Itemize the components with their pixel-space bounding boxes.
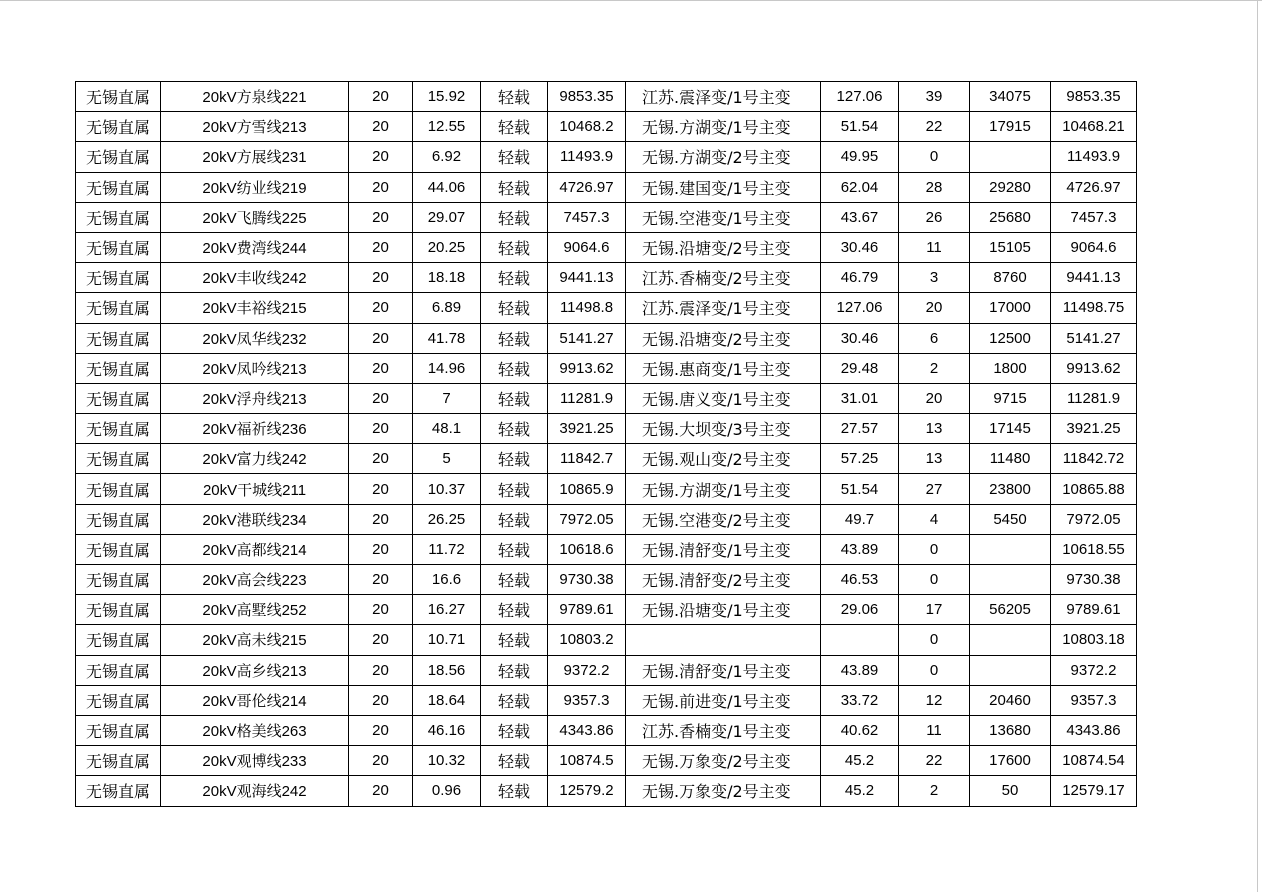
- cell-load-status: 轻载: [481, 625, 548, 655]
- cell-value-5: 9789.61: [1051, 595, 1137, 625]
- cell-region: 无锡直属: [76, 625, 161, 655]
- cell-value-5: 10468.21: [1051, 112, 1137, 142]
- cell-line-name: 20kV高未线215: [161, 625, 349, 655]
- cell-voltage: 20: [349, 293, 413, 323]
- cell-substation: 无锡.方湖变/2号主变: [626, 142, 821, 172]
- cell-value-3: 20: [899, 383, 970, 413]
- cell-voltage: 20: [349, 232, 413, 262]
- cell-region: 无锡直属: [76, 565, 161, 595]
- cell-length: 10.71: [413, 625, 481, 655]
- cell-value-4: 56205: [970, 595, 1051, 625]
- table-row: [76, 504, 1137, 534]
- cell-value-5: 11281.9: [1051, 383, 1137, 413]
- cell-value-5: 10865.88: [1051, 474, 1137, 504]
- cell-line-name: 20kV方展线231: [161, 142, 349, 172]
- cell-value-1: 10803.2: [548, 625, 626, 655]
- cell-line-name: 20kV哥伦线214: [161, 685, 349, 715]
- cell-voltage: 20: [349, 414, 413, 444]
- cell-voltage: 20: [349, 263, 413, 293]
- table-row: [76, 172, 1137, 202]
- cell-value-4: 50: [970, 776, 1051, 806]
- cell-load-status: 轻载: [481, 323, 548, 353]
- cell-substation: 无锡.万象变/2号主变: [626, 746, 821, 776]
- cell-region: 无锡直属: [76, 504, 161, 534]
- cell-value-5: 10618.55: [1051, 534, 1137, 564]
- cell-value-4: 17145: [970, 414, 1051, 444]
- cell-value-2: 45.2: [821, 746, 899, 776]
- cell-voltage: 20: [349, 323, 413, 353]
- cell-length: 10.32: [413, 746, 481, 776]
- cell-line-name: 20kV纺业线219: [161, 172, 349, 202]
- cell-length: 46.16: [413, 715, 481, 745]
- cell-value-5: 9441.13: [1051, 263, 1137, 293]
- cell-substation: 无锡.前进变/1号主变: [626, 685, 821, 715]
- cell-region: 无锡直属: [76, 82, 161, 112]
- cell-line-name: 20kV凤华线232: [161, 323, 349, 353]
- cell-value-2: 51.54: [821, 112, 899, 142]
- cell-value-4: [970, 625, 1051, 655]
- cell-value-5: 9372.2: [1051, 655, 1137, 685]
- cell-value-4: 13680: [970, 715, 1051, 745]
- cell-voltage: 20: [349, 474, 413, 504]
- cell-value-3: 13: [899, 444, 970, 474]
- cell-value-2: 46.53: [821, 565, 899, 595]
- cell-value-5: 10874.54: [1051, 746, 1137, 776]
- cell-value-3: 17: [899, 595, 970, 625]
- table-row: [76, 353, 1137, 383]
- cell-value-5: 11842.72: [1051, 444, 1137, 474]
- cell-load-status: 轻载: [481, 595, 548, 625]
- cell-substation: 无锡.方湖变/1号主变: [626, 112, 821, 142]
- cell-substation: 无锡.沿塘变/2号主变: [626, 323, 821, 353]
- cell-load-status: 轻载: [481, 142, 548, 172]
- cell-region: 无锡直属: [76, 474, 161, 504]
- cell-voltage: 20: [349, 172, 413, 202]
- cell-value-4: 17600: [970, 746, 1051, 776]
- table-row: [76, 263, 1137, 293]
- cell-line-name: 20kV观海线242: [161, 776, 349, 806]
- cell-load-status: 轻载: [481, 232, 548, 262]
- cell-value-2: 127.06: [821, 82, 899, 112]
- cell-voltage: 20: [349, 565, 413, 595]
- cell-load-status: 轻载: [481, 444, 548, 474]
- cell-value-2: 29.48: [821, 353, 899, 383]
- cell-value-2: 33.72: [821, 685, 899, 715]
- cell-value-3: 22: [899, 112, 970, 142]
- cell-voltage: 20: [349, 82, 413, 112]
- cell-substation: 无锡.惠商变/1号主变: [626, 353, 821, 383]
- cell-value-5: 9064.6: [1051, 232, 1137, 262]
- table-row: [76, 383, 1137, 413]
- cell-length: 10.37: [413, 474, 481, 504]
- cell-load-status: 轻载: [481, 112, 548, 142]
- cell-load-status: 轻载: [481, 655, 548, 685]
- cell-value-2: 30.46: [821, 232, 899, 262]
- cell-region: 无锡直属: [76, 293, 161, 323]
- cell-length: 14.96: [413, 353, 481, 383]
- cell-value-5: 12579.17: [1051, 776, 1137, 806]
- cell-line-name: 20kV观博线233: [161, 746, 349, 776]
- cell-value-3: 13: [899, 414, 970, 444]
- cell-length: 6.89: [413, 293, 481, 323]
- cell-region: 无锡直属: [76, 444, 161, 474]
- cell-substation: 无锡.唐义变/1号主变: [626, 383, 821, 413]
- cell-voltage: 20: [349, 534, 413, 564]
- cell-value-5: 9853.35: [1051, 82, 1137, 112]
- table-row: [76, 444, 1137, 474]
- cell-voltage: 20: [349, 625, 413, 655]
- cell-line-name: 20kV高都线214: [161, 534, 349, 564]
- cell-line-name: 20kV高乡线213: [161, 655, 349, 685]
- cell-value-3: 2: [899, 776, 970, 806]
- cell-length: 16.6: [413, 565, 481, 595]
- table-row: [76, 625, 1137, 655]
- cell-voltage: 20: [349, 655, 413, 685]
- cell-value-1: 9441.13: [548, 263, 626, 293]
- cell-length: 0.96: [413, 776, 481, 806]
- table-row: [76, 323, 1137, 353]
- cell-substation: 无锡.大坝变/3号主变: [626, 414, 821, 444]
- table-row: [76, 565, 1137, 595]
- cell-load-status: 轻载: [481, 685, 548, 715]
- cell-length: 15.92: [413, 82, 481, 112]
- cell-value-1: 12579.2: [548, 776, 626, 806]
- cell-line-name: 20kV高会线223: [161, 565, 349, 595]
- cell-value-4: 8760: [970, 263, 1051, 293]
- cell-value-3: 22: [899, 746, 970, 776]
- cell-value-5: 5141.27: [1051, 323, 1137, 353]
- cell-line-name: 20kV浮舟线213: [161, 383, 349, 413]
- cell-value-1: 11281.9: [548, 383, 626, 413]
- cell-line-name: 20kV方泉线221: [161, 82, 349, 112]
- table-row: [76, 746, 1137, 776]
- cell-value-4: 34075: [970, 82, 1051, 112]
- cell-value-2: 43.89: [821, 655, 899, 685]
- cell-voltage: 20: [349, 746, 413, 776]
- cell-length: 29.07: [413, 202, 481, 232]
- cell-substation: 无锡.沿塘变/2号主变: [626, 232, 821, 262]
- cell-voltage: 20: [349, 383, 413, 413]
- cell-value-3: 11: [899, 715, 970, 745]
- cell-value-5: 9357.3: [1051, 685, 1137, 715]
- cell-value-1: 5141.27: [548, 323, 626, 353]
- cell-length: 5: [413, 444, 481, 474]
- cell-region: 无锡直属: [76, 202, 161, 232]
- table-row: [76, 655, 1137, 685]
- cell-value-3: 12: [899, 685, 970, 715]
- cell-load-status: 轻载: [481, 746, 548, 776]
- cell-length: 41.78: [413, 323, 481, 353]
- cell-value-2: 27.57: [821, 414, 899, 444]
- cell-load-status: 轻载: [481, 172, 548, 202]
- cell-length: 44.06: [413, 172, 481, 202]
- cell-voltage: 20: [349, 142, 413, 172]
- table-row: [76, 112, 1137, 142]
- cell-region: 无锡直属: [76, 595, 161, 625]
- cell-value-2: 49.95: [821, 142, 899, 172]
- cell-voltage: 20: [349, 504, 413, 534]
- cell-value-1: 7457.3: [548, 202, 626, 232]
- cell-substation: 无锡.空港变/1号主变: [626, 202, 821, 232]
- cell-value-2: 62.04: [821, 172, 899, 202]
- cell-length: 11.72: [413, 534, 481, 564]
- cell-value-1: 4726.97: [548, 172, 626, 202]
- cell-value-2: 31.01: [821, 383, 899, 413]
- cell-value-4: [970, 565, 1051, 595]
- cell-substation: 无锡.观山变/2号主变: [626, 444, 821, 474]
- cell-value-5: 11498.75: [1051, 293, 1137, 323]
- cell-value-1: 10865.9: [548, 474, 626, 504]
- cell-length: 7: [413, 383, 481, 413]
- cell-value-1: 9913.62: [548, 353, 626, 383]
- cell-value-5: 3921.25: [1051, 414, 1137, 444]
- cell-value-2: 43.89: [821, 534, 899, 564]
- table-row: [76, 142, 1137, 172]
- cell-value-3: 26: [899, 202, 970, 232]
- cell-substation: 无锡.方湖变/1号主变: [626, 474, 821, 504]
- cell-value-5: 7457.3: [1051, 202, 1137, 232]
- cell-region: 无锡直属: [76, 142, 161, 172]
- cell-voltage: 20: [349, 444, 413, 474]
- cell-line-name: 20kV丰收线242: [161, 263, 349, 293]
- cell-value-2: 127.06: [821, 293, 899, 323]
- cell-value-3: 11: [899, 232, 970, 262]
- cell-value-5: 9730.38: [1051, 565, 1137, 595]
- cell-line-name: 20kV高墅线252: [161, 595, 349, 625]
- cell-value-2: 30.46: [821, 323, 899, 353]
- cell-region: 无锡直属: [76, 414, 161, 444]
- cell-region: 无锡直属: [76, 746, 161, 776]
- cell-value-5: 11493.9: [1051, 142, 1137, 172]
- cell-value-3: 27: [899, 474, 970, 504]
- cell-value-1: 10468.2: [548, 112, 626, 142]
- cell-region: 无锡直属: [76, 534, 161, 564]
- cell-value-1: 9064.6: [548, 232, 626, 262]
- cell-value-4: 15105: [970, 232, 1051, 262]
- table-row: [76, 595, 1137, 625]
- cell-length: 16.27: [413, 595, 481, 625]
- cell-value-4: [970, 655, 1051, 685]
- cell-value-1: 3921.25: [548, 414, 626, 444]
- cell-value-5: 4726.97: [1051, 172, 1137, 202]
- cell-region: 无锡直属: [76, 263, 161, 293]
- cell-value-4: 20460: [970, 685, 1051, 715]
- cell-value-3: 0: [899, 625, 970, 655]
- cell-load-status: 轻载: [481, 353, 548, 383]
- cell-value-4: [970, 534, 1051, 564]
- cell-value-3: 0: [899, 142, 970, 172]
- cell-length: 20.25: [413, 232, 481, 262]
- cell-region: 无锡直属: [76, 776, 161, 806]
- cell-value-3: 20: [899, 293, 970, 323]
- table-row: [76, 715, 1137, 745]
- cell-voltage: 20: [349, 202, 413, 232]
- cell-substation: 无锡.沿塘变/1号主变: [626, 595, 821, 625]
- cell-value-2: 45.2: [821, 776, 899, 806]
- cell-line-name: 20kV飞腾线225: [161, 202, 349, 232]
- table-row: [76, 232, 1137, 262]
- cell-voltage: 20: [349, 595, 413, 625]
- cell-value-4: 25680: [970, 202, 1051, 232]
- cell-substation: 江苏.香楠变/1号主变: [626, 715, 821, 745]
- cell-line-name: 20kV格美线263: [161, 715, 349, 745]
- cell-load-status: 轻载: [481, 565, 548, 595]
- cell-value-4: 17000: [970, 293, 1051, 323]
- cell-region: 无锡直属: [76, 112, 161, 142]
- cell-value-4: 17915: [970, 112, 1051, 142]
- cell-value-3: 0: [899, 534, 970, 564]
- cell-region: 无锡直属: [76, 323, 161, 353]
- cell-line-name: 20kV方雪线213: [161, 112, 349, 142]
- cell-length: 18.18: [413, 263, 481, 293]
- cell-length: 18.56: [413, 655, 481, 685]
- cell-load-status: 轻载: [481, 383, 548, 413]
- cell-value-2: 57.25: [821, 444, 899, 474]
- cell-value-3: 0: [899, 655, 970, 685]
- cell-length: 6.92: [413, 142, 481, 172]
- cell-substation: 无锡.空港变/2号主变: [626, 504, 821, 534]
- cell-region: 无锡直属: [76, 232, 161, 262]
- cell-value-4: [970, 142, 1051, 172]
- cell-length: 26.25: [413, 504, 481, 534]
- cell-voltage: 20: [349, 715, 413, 745]
- cell-voltage: 20: [349, 353, 413, 383]
- cell-value-3: 28: [899, 172, 970, 202]
- cell-length: 48.1: [413, 414, 481, 444]
- cell-value-1: 10618.6: [548, 534, 626, 564]
- cell-value-4: 9715: [970, 383, 1051, 413]
- cell-value-1: 9789.61: [548, 595, 626, 625]
- cell-load-status: 轻载: [481, 534, 548, 564]
- cell-region: 无锡直属: [76, 383, 161, 413]
- table-row: [76, 414, 1137, 444]
- cell-load-status: 轻载: [481, 715, 548, 745]
- cell-value-3: 6: [899, 323, 970, 353]
- cell-value-4: 12500: [970, 323, 1051, 353]
- cell-value-2: 40.62: [821, 715, 899, 745]
- cell-substation: 无锡.建国变/1号主变: [626, 172, 821, 202]
- cell-substation: 无锡.清舒变/1号主变: [626, 534, 821, 564]
- cell-value-1: 9853.35: [548, 82, 626, 112]
- cell-substation: 江苏.震泽变/1号主变: [626, 82, 821, 112]
- cell-value-1: 9372.2: [548, 655, 626, 685]
- table-row: [76, 82, 1137, 112]
- cell-value-5: 9913.62: [1051, 353, 1137, 383]
- cell-line-name: 20kV干城线211: [161, 474, 349, 504]
- cell-line-name: 20kV费湾线244: [161, 232, 349, 262]
- cell-value-1: 9730.38: [548, 565, 626, 595]
- cell-line-name: 20kV丰裕线215: [161, 293, 349, 323]
- cell-value-4: 11480: [970, 444, 1051, 474]
- cell-value-4: 29280: [970, 172, 1051, 202]
- cell-load-status: 轻载: [481, 474, 548, 504]
- cell-value-3: 2: [899, 353, 970, 383]
- cell-load-status: 轻载: [481, 82, 548, 112]
- cell-length: 12.55: [413, 112, 481, 142]
- cell-value-1: 9357.3: [548, 685, 626, 715]
- cell-load-status: 轻载: [481, 504, 548, 534]
- cell-region: 无锡直属: [76, 685, 161, 715]
- cell-value-2: 49.7: [821, 504, 899, 534]
- cell-value-1: 11498.8: [548, 293, 626, 323]
- cell-line-name: 20kV港联线234: [161, 504, 349, 534]
- cell-value-3: 3: [899, 263, 970, 293]
- cell-load-status: 轻载: [481, 414, 548, 444]
- cell-value-1: 7972.05: [548, 504, 626, 534]
- cell-length: 18.64: [413, 685, 481, 715]
- cell-value-4: 5450: [970, 504, 1051, 534]
- cell-voltage: 20: [349, 685, 413, 715]
- cell-value-2: 51.54: [821, 474, 899, 504]
- table-row: [76, 685, 1137, 715]
- cell-value-1: 11493.9: [548, 142, 626, 172]
- cell-value-5: 4343.86: [1051, 715, 1137, 745]
- table-row: [76, 293, 1137, 323]
- cell-region: 无锡直属: [76, 353, 161, 383]
- cell-load-status: 轻载: [481, 263, 548, 293]
- cell-value-3: 39: [899, 82, 970, 112]
- data-table: [75, 81, 1137, 807]
- cell-substation: 无锡.万象变/2号主变: [626, 776, 821, 806]
- cell-load-status: 轻载: [481, 202, 548, 232]
- cell-value-2: 43.67: [821, 202, 899, 232]
- cell-substation: 江苏.震泽变/1号主变: [626, 293, 821, 323]
- cell-substation: 江苏.香楠变/2号主变: [626, 263, 821, 293]
- cell-substation: 无锡.清舒变/2号主变: [626, 565, 821, 595]
- cell-line-name: 20kV富力线242: [161, 444, 349, 474]
- cell-region: 无锡直属: [76, 655, 161, 685]
- cell-substation: 无锡.清舒变/1号主变: [626, 655, 821, 685]
- table-row: [76, 474, 1137, 504]
- cell-value-5: 10803.18: [1051, 625, 1137, 655]
- cell-value-5: 7972.05: [1051, 504, 1137, 534]
- cell-region: 无锡直属: [76, 172, 161, 202]
- cell-line-name: 20kV凤吟线213: [161, 353, 349, 383]
- cell-value-2: 29.06: [821, 595, 899, 625]
- cell-region: 无锡直属: [76, 715, 161, 745]
- cell-value-1: 10874.5: [548, 746, 626, 776]
- table-body: [76, 82, 1137, 807]
- table-row: [76, 534, 1137, 564]
- cell-line-name: 20kV福祈线236: [161, 414, 349, 444]
- cell-value-1: 4343.86: [548, 715, 626, 745]
- page-right-border: [1257, 0, 1258, 892]
- cell-value-2: [821, 625, 899, 655]
- table-row: [76, 202, 1137, 232]
- cell-voltage: 20: [349, 776, 413, 806]
- cell-value-3: 0: [899, 565, 970, 595]
- cell-substation: [626, 625, 821, 655]
- cell-value-1: 11842.7: [548, 444, 626, 474]
- cell-value-3: 4: [899, 504, 970, 534]
- table-row: [76, 776, 1137, 806]
- cell-voltage: 20: [349, 112, 413, 142]
- page-top-border: [0, 0, 1262, 1]
- cell-load-status: 轻载: [481, 293, 548, 323]
- cell-value-2: 46.79: [821, 263, 899, 293]
- cell-load-status: 轻载: [481, 776, 548, 806]
- cell-value-4: 1800: [970, 353, 1051, 383]
- cell-value-4: 23800: [970, 474, 1051, 504]
